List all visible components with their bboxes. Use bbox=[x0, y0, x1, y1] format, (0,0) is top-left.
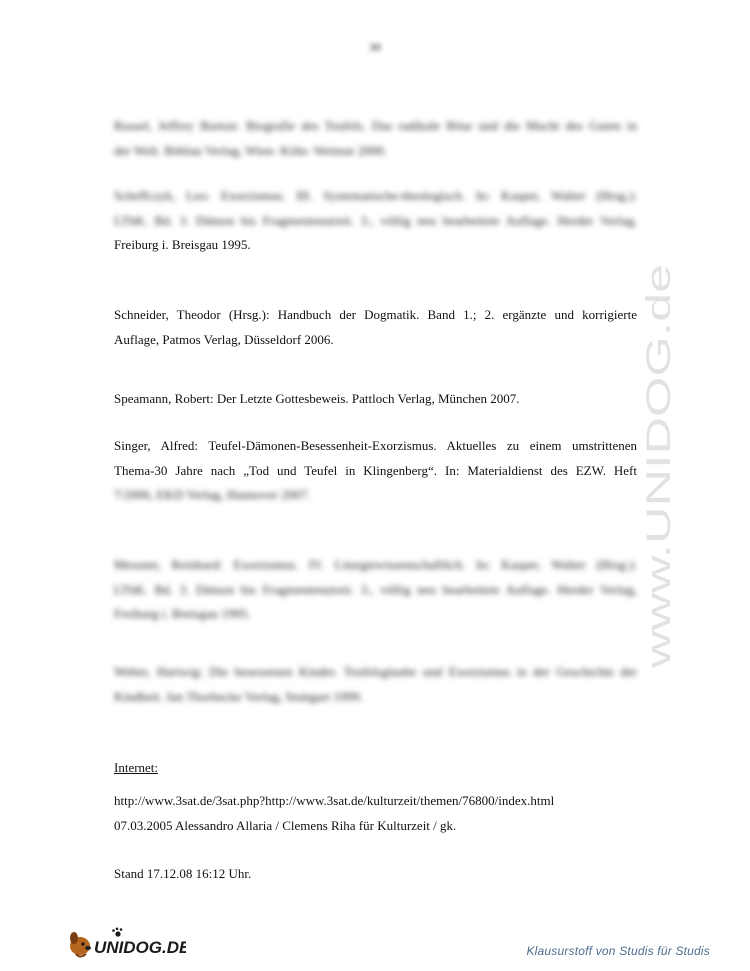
bib-entry-singer-tail bbox=[114, 483, 637, 508]
bib-line: Schneider, Theodor (Hrsg.): Handbuch der Dogmatik. Band 1.; 2. ergänzte und korrigierte bbox=[114, 307, 637, 322]
internet-heading: Internet: bbox=[114, 760, 159, 775]
source-url[interactable]: http://www.3sat.de/3sat.php?http://www.3sat.de/kulturzeit/themen/76800/index.html bbox=[114, 793, 555, 808]
source-credit: 07.03.2005 Alessandro Allaria / Clemens Riha für Kulturzeit / gk. bbox=[114, 817, 457, 833]
bib-line: LThK. Bd. 3. Dämon bis Fragmentenstreit. 3., völlig neu bearbeitete Auflage. Herder Verlag, bbox=[114, 581, 637, 597]
page-number: 30 bbox=[369, 40, 381, 54]
unidog-logo bbox=[66, 926, 186, 960]
bib-line: Kindheit. Jan Thorbecke Verlag, Stuttgart 1999. bbox=[114, 688, 363, 704]
access-date: Stand 17.12.08 16:12 Uhr. bbox=[114, 866, 252, 881]
bib-line: Freiburg i. Breisgau 1995. bbox=[114, 237, 251, 252]
bib-line: Scheffczyk, Leo: Exorzismus. III. Systematische-theologisch. In: Kasper, Walter (Hrsg.): bbox=[114, 188, 637, 203]
bib-line: der Welt. Böhlau Verlag, Wien- Köln- Weimar 2000. bbox=[114, 142, 387, 158]
logo-text: UNIDOG.DE bbox=[94, 938, 186, 957]
bib-line: Freiburg i. Breisgau 1995. bbox=[114, 606, 251, 621]
bib-line: Russel, Jeffrey Burton: Biografie des Teufels. Das radikale Böse und die Macht des Guten in bbox=[114, 118, 637, 133]
bib-entry-russel bbox=[114, 114, 637, 163]
bib-line: Speamann, Robert: Der Letzte Gottesbeweis. Pattloch Verlag, München 2007. bbox=[114, 391, 520, 406]
bib-line: Singer, Alfred: Teufel-Dämonen-Besessenheit-Exorzismus. Aktuelles zu einem umstrittenen bbox=[114, 438, 637, 453]
bib-entry-weber bbox=[114, 660, 637, 709]
bib-entry-singer bbox=[114, 434, 637, 483]
bib-line: LThK. Bd. 3. Dämon bis Fragmentenstreit. 3., völlig neu bearbeitete Auflage. Herder Verlag, bbox=[114, 212, 637, 228]
bib-line: Weber, Hartwig: Die besessenen Kinder. Teufelsglaube und Exorzismus in der Geschichte der bbox=[114, 664, 637, 679]
watermark-svg bbox=[640, 256, 680, 676]
bib-line: Auflage, Patmos Verlag, Düsseldorf 2006. bbox=[114, 331, 334, 347]
bib-line: 7/2006, EKD Verlag, Hannover 2007. bbox=[114, 487, 311, 502]
bib-line: Thema-30 Jahre nach „Tod und Teufel in Klingenberg“. In: Materialdienst des EZW. Heft bbox=[114, 462, 637, 478]
bib-entry-scheffczyk-tail bbox=[114, 233, 637, 258]
internet-source bbox=[114, 789, 637, 838]
bib-entry-speamann bbox=[114, 387, 637, 412]
bib-entry-messner bbox=[114, 553, 637, 627]
watermark bbox=[640, 256, 680, 676]
logo-svg bbox=[66, 926, 186, 960]
paw-icon bbox=[112, 928, 122, 937]
watermark-text: www.UNIDOG.de bbox=[640, 403, 678, 668]
bib-entry-scheffczyk bbox=[114, 184, 637, 233]
bib-line: Messner, Reinhard: Exorzismus. IV. Liturgiewissenschaftlich. In: Kasper, Walter (Hrsg.): bbox=[114, 557, 637, 572]
bib-entry-schneider bbox=[114, 303, 637, 352]
dog-icon bbox=[70, 932, 91, 957]
footer-tagline: Klausurstoff von Studis für Studis bbox=[526, 944, 710, 958]
